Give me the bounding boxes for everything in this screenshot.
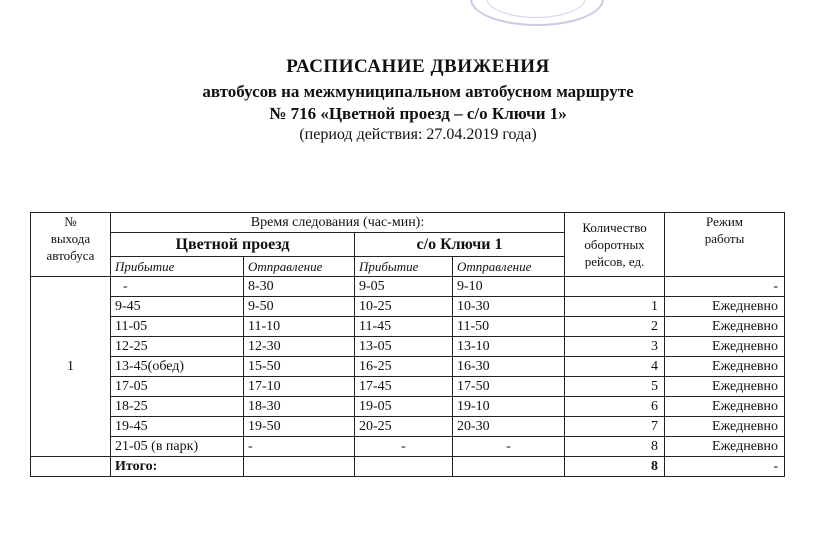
trip-count: [565, 277, 665, 297]
table-row: [31, 357, 785, 377]
total-mode: -: [665, 457, 785, 477]
stop-a-arrival: 12-25: [111, 337, 244, 357]
stop-b-departure: 9-10: [453, 277, 565, 297]
total-trips: 8: [565, 457, 665, 477]
trips-count-header: Количество оборотных рейсов, ед.: [565, 213, 665, 277]
stop-b-arrival: 19-05: [355, 397, 453, 417]
stop-a-departure: 12-30: [244, 337, 355, 357]
stop-b-departure: 20-30: [453, 417, 565, 437]
stop-a-arrival: 13-45(обед): [111, 357, 244, 377]
stop-a-departure: -: [244, 437, 355, 457]
total-empty-cell: [453, 457, 565, 477]
stop-a-arrival-header: Прибытие: [111, 257, 244, 277]
bus-number: 1: [31, 277, 111, 457]
trip-count: 3: [565, 337, 665, 357]
table-row: [31, 397, 785, 417]
stop-a-header: Цветной проезд: [111, 233, 355, 257]
stop-a-departure-header: Отправление: [244, 257, 355, 277]
table-row: [31, 277, 785, 297]
exit-number-header: № выхода автобуса: [31, 213, 111, 277]
document-title: РАСПИСАНИЕ ДВИЖЕНИЯ: [286, 56, 550, 77]
total-row: [31, 457, 785, 477]
stop-a-departure: 15-50: [244, 357, 355, 377]
trip-count: 7: [565, 417, 665, 437]
total-empty-cell: [244, 457, 355, 477]
stop-b-arrival: 17-45: [355, 377, 453, 397]
work-mode: -: [665, 277, 785, 297]
stop-b-arrival-header: Прибытие: [355, 257, 453, 277]
stop-b-arrival: 13-05: [355, 337, 453, 357]
document-subtitle: автобусов на межмуниципальном автобусном маршруте: [202, 82, 634, 101]
stop-b-arrival: 9-05: [355, 277, 453, 297]
stop-a-departure: 17-10: [244, 377, 355, 397]
stop-b-departure: -: [453, 437, 565, 457]
work-mode: Ежедневно: [665, 337, 785, 357]
table-row: [31, 377, 785, 397]
schedule-table: [30, 212, 785, 477]
stop-a-departure: 18-30: [244, 397, 355, 417]
total-label: Итого:: [111, 457, 244, 477]
stop-b-departure: 19-10: [453, 397, 565, 417]
work-mode-header: Режим работы: [665, 213, 785, 277]
stop-a-arrival: 17-05: [111, 377, 244, 397]
stop-a-departure: 9-50: [244, 297, 355, 317]
stop-b-departure-header: Отправление: [453, 257, 565, 277]
stop-a-arrival: 9-45: [111, 297, 244, 317]
stop-a-arrival: 21-05 (в парк): [111, 437, 244, 457]
stop-b-departure: 17-50: [453, 377, 565, 397]
stop-b-departure: 16-30: [453, 357, 565, 377]
stop-a-arrival: -: [111, 277, 244, 297]
stop-a-departure: 8-30: [244, 277, 355, 297]
trip-count: 2: [565, 317, 665, 337]
work-mode: Ежедневно: [665, 437, 785, 457]
table-row: [31, 297, 785, 317]
trip-count: 5: [565, 377, 665, 397]
stop-b-arrival: 11-45: [355, 317, 453, 337]
table-row: [31, 417, 785, 437]
stop-b-departure: 13-10: [453, 337, 565, 357]
work-mode: Ежедневно: [665, 377, 785, 397]
stop-a-departure: 11-10: [244, 317, 355, 337]
trip-count: 6: [565, 397, 665, 417]
total-empty-cell: [31, 457, 111, 477]
stop-b-arrival: 16-25: [355, 357, 453, 377]
stop-b-arrival: -: [355, 437, 453, 457]
trip-count: 8: [565, 437, 665, 457]
stop-b-arrival: 20-25: [355, 417, 453, 437]
work-mode: Ежедневно: [665, 317, 785, 337]
table-row: [31, 437, 785, 457]
work-mode: Ежедневно: [665, 397, 785, 417]
work-mode: Ежедневно: [665, 417, 785, 437]
work-mode: Ежедневно: [665, 297, 785, 317]
stop-a-departure: 19-50: [244, 417, 355, 437]
total-empty-cell: [355, 457, 453, 477]
table-row: [31, 317, 785, 337]
trip-count: 4: [565, 357, 665, 377]
validity-period: (период действия: 27.04.2019 года): [299, 126, 537, 143]
stop-a-arrival: 11-05: [111, 317, 244, 337]
travel-time-header: Время следования (час-мин):: [111, 213, 565, 233]
stop-a-arrival: 18-25: [111, 397, 244, 417]
trip-count: 1: [565, 297, 665, 317]
stop-b-departure: 10-30: [453, 297, 565, 317]
stop-a-arrival: 19-45: [111, 417, 244, 437]
route-name: № 716 «Цветной проезд – с/о Ключи 1»: [269, 104, 567, 123]
table-row: [31, 337, 785, 357]
stop-b-header: с/о Ключи 1: [355, 233, 565, 257]
stop-b-arrival: 10-25: [355, 297, 453, 317]
stop-b-departure: 11-50: [453, 317, 565, 337]
work-mode: Ежедневно: [665, 357, 785, 377]
